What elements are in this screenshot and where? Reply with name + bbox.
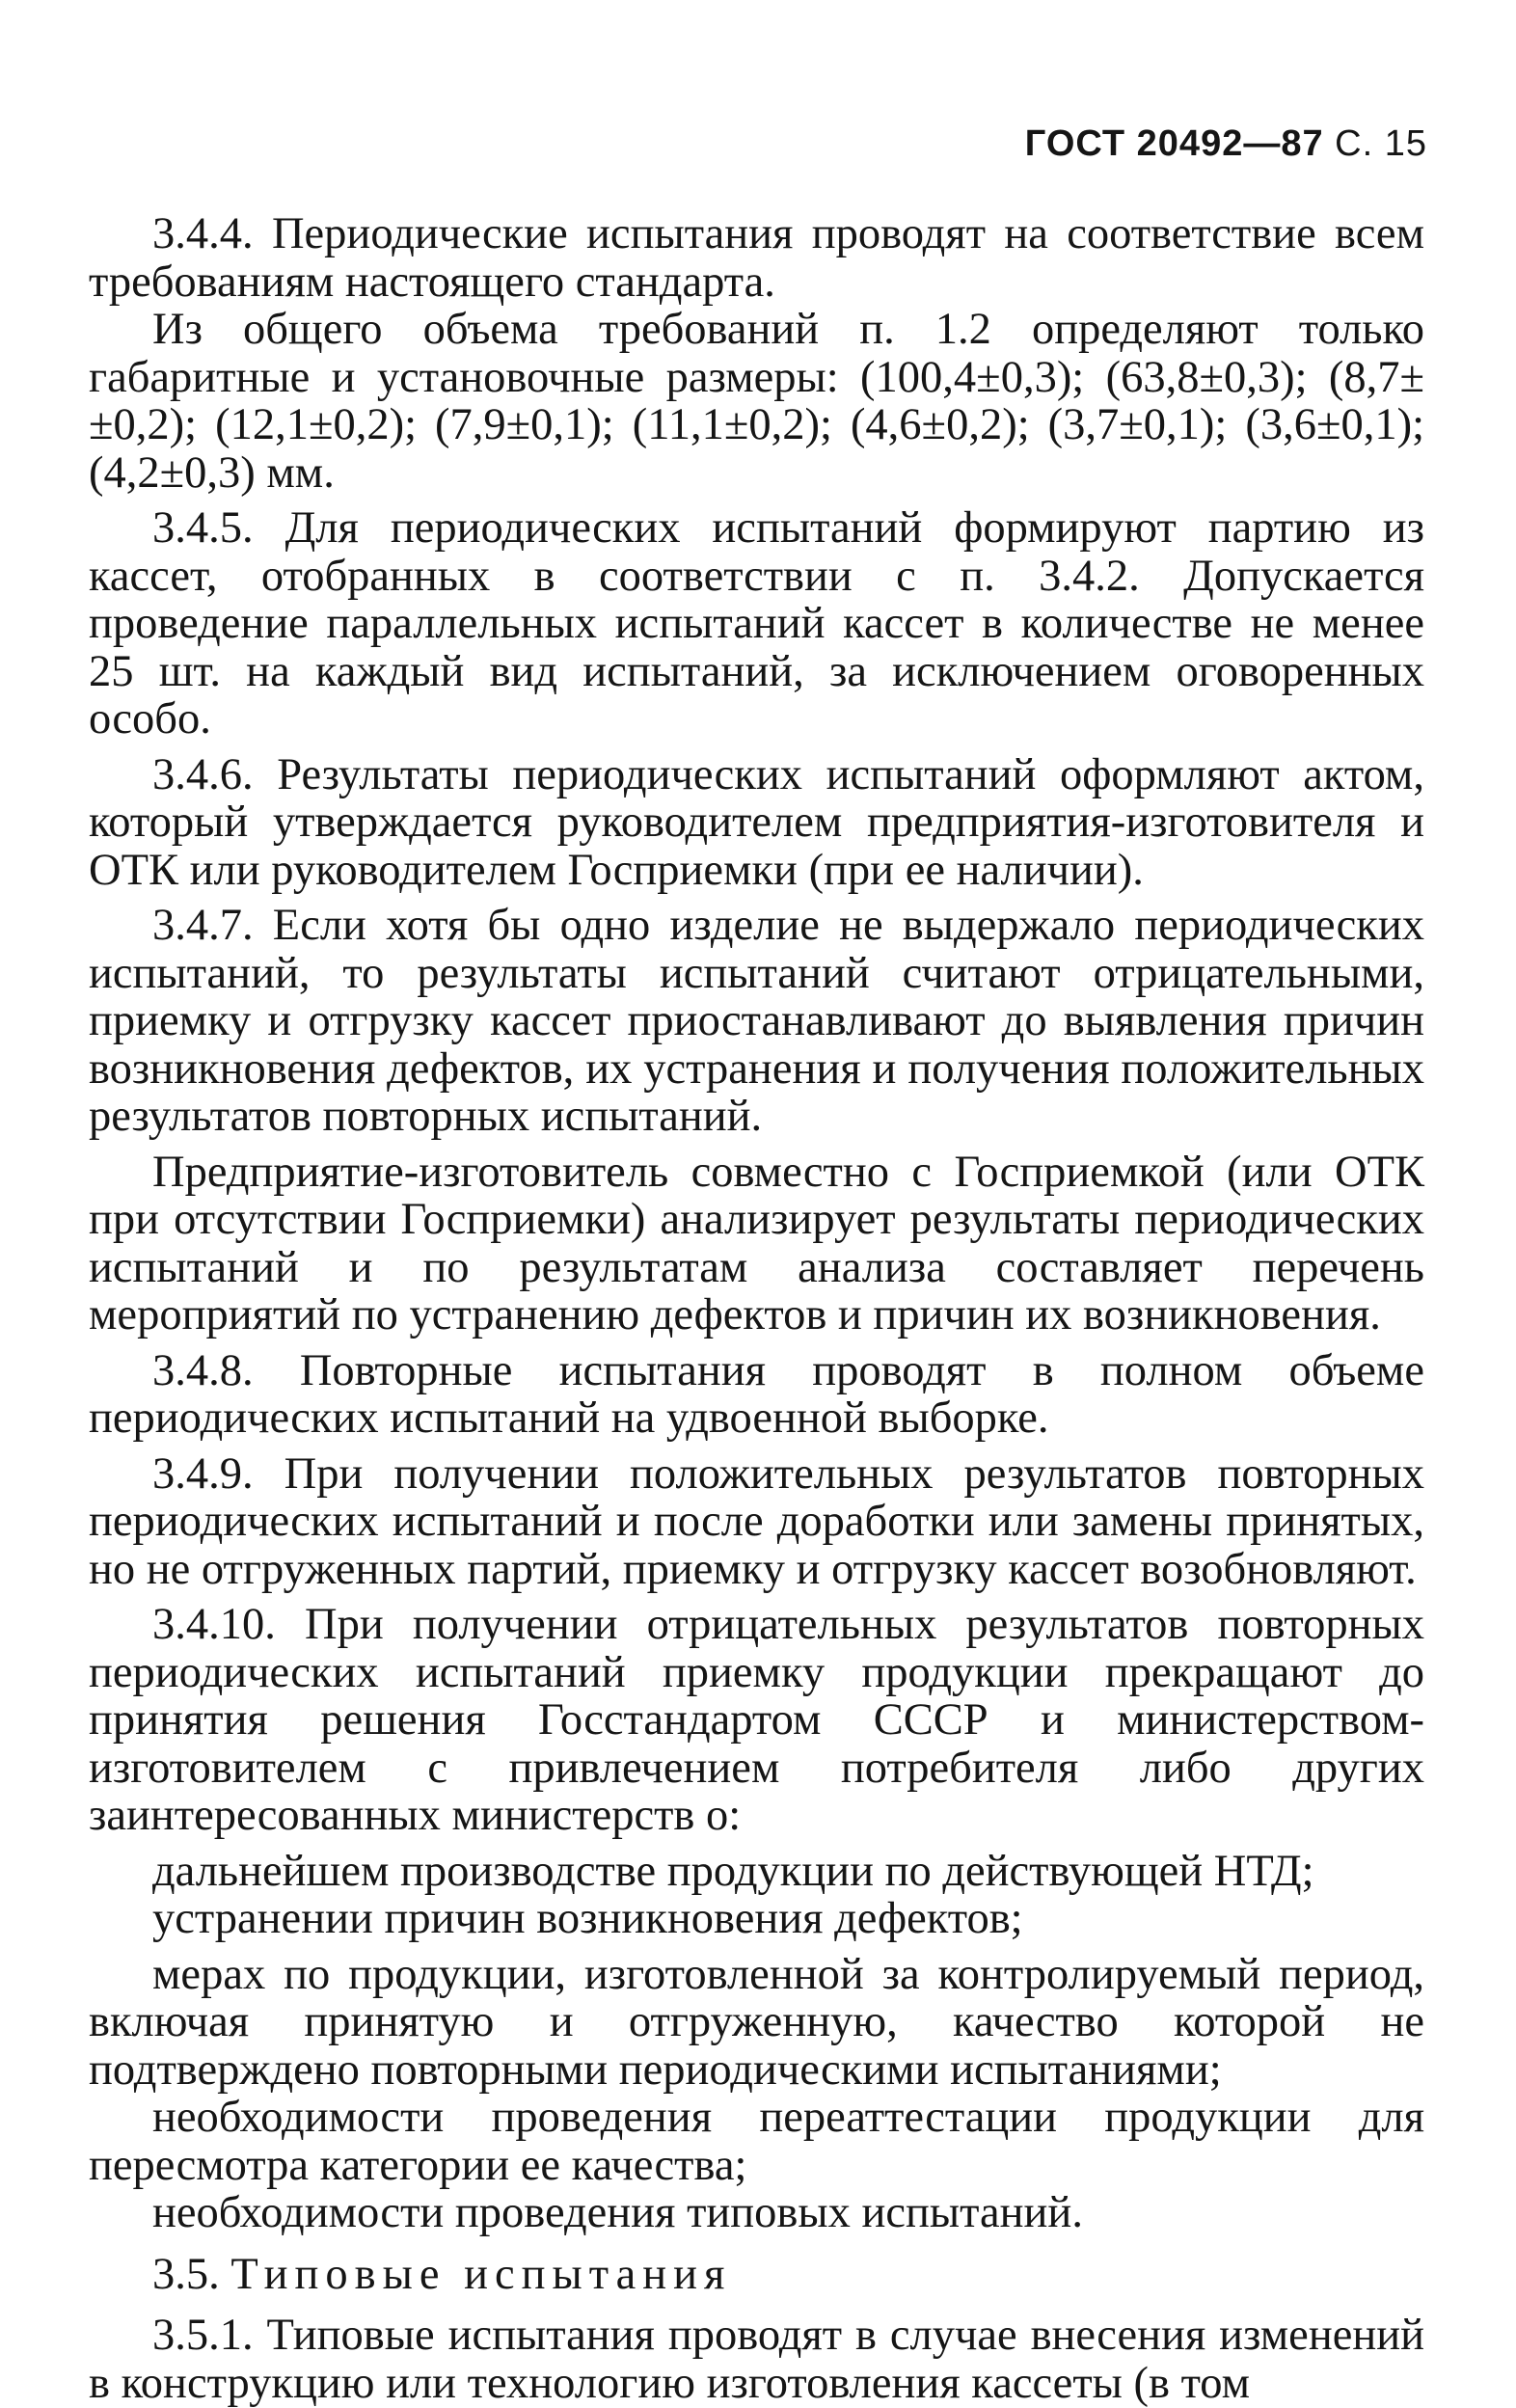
- section-number: 3.5.: [152, 2249, 220, 2299]
- clause-3-4-8: 3.4.8. Повторные испытания проводят в полном объеме периодических испытаний на удвоенной выборке.: [89, 1345, 1424, 1443]
- clause-3-4-4: 3.4.4. Периодические испытания проводят на соответствие всем требованиям настоящего стандарта.: [89, 209, 1424, 307]
- list-item: необходимости проведения типовых испытаний.: [152, 2188, 1083, 2237]
- clause-3-4-9: 3.4.9. При получении положительных результатов повторных периодических испытаний и после доработки или замены принятых, но не отгруженных партий, приемку и отгрузку кассет возобновляют.: [89, 1448, 1424, 1594]
- document-body: [89, 210, 1424, 2407]
- clause-3-5-1: 3.5.1. Типовые испытания проводят в случае внесения изменений в конструкцию или технологию изготовления кассеты (в том: [89, 2311, 1424, 2408]
- clause-3-4-4-dimensions: Из общего объема требований п. 1.2 определяют только габаритные и установочные размеры: (100,4±0,3); (63,8±0,3); (8,7±±0,2); (12,1±0,2); (7,9±0,1); (11,1±0,2); (4,6±0,2); (3,7±0,1); (3,6±0,1); (4,2±0,3) мм.: [89, 305, 1424, 498]
- page-number: С. 15: [1335, 123, 1427, 164]
- list-item: необходимости проведения переаттестации продукции для пересмотра категории ее качества;: [89, 2093, 1424, 2190]
- list-item: мерах по продукции, изготовленной за контролируемый период, включая принятую и отгруженную, качество которой не подтверждено повторными периодическими испытаниями;: [89, 1949, 1424, 2095]
- clause-3-4-10: 3.4.10. При получении отрицательных результатов повторных периодических испытаний приемку продукции прекращают до принятия решения Госстандартом СССР и министерством-изготовителем с привлечением потребителя либо других заинтересованных министерств о:: [89, 1600, 1424, 1840]
- section-title: Типовые испытания: [230, 2249, 732, 2299]
- section-heading: [89, 2251, 1424, 2299]
- clause-3-4-5: 3.4.5. Для периодических испытаний формируют партию из кассет, отобранных в соответствии с п. 3.4.2. Допускается проведение параллельных испытаний кассет в количестве не менее 25 шт. на каждый вид испытаний, за исключением оговоренных особо.: [89, 503, 1424, 744]
- page-header: [1025, 123, 1427, 165]
- list-item: устранении причин возникновения дефектов;: [152, 1894, 1023, 1943]
- clause-3-4-7: 3.4.7. Если хотя бы одно изделие не выдержало периодических испытаний, то результаты испытаний считают отрицательными, приемку и отгрузку кассет приостанавливают до выявления причин возникновения дефектов, их устранения и получения положительных результатов повторных испытаний.: [89, 901, 1424, 1141]
- list-item: дальнейшем производстве продукции по действующей НТД;: [152, 1846, 1314, 1896]
- clause-3-4-6: 3.4.6. Результаты периодических испытаний оформляют актом, который утверждается руководителем предприятия-изготовителя и ОТК или руководителем Госприемки (при ее наличии).: [89, 749, 1424, 895]
- clause-3-4-7-analysis: Предприятие-изготовитель совместно с Госприемкой (или ОТК при отсутствии Госприемки) анализирует результаты периодических испытаний и по результатам анализа составляет перечень мероприятий по устранению дефектов и причин их возникновения.: [89, 1147, 1424, 1339]
- standard-number: ГОСТ 20492—87: [1024, 123, 1324, 164]
